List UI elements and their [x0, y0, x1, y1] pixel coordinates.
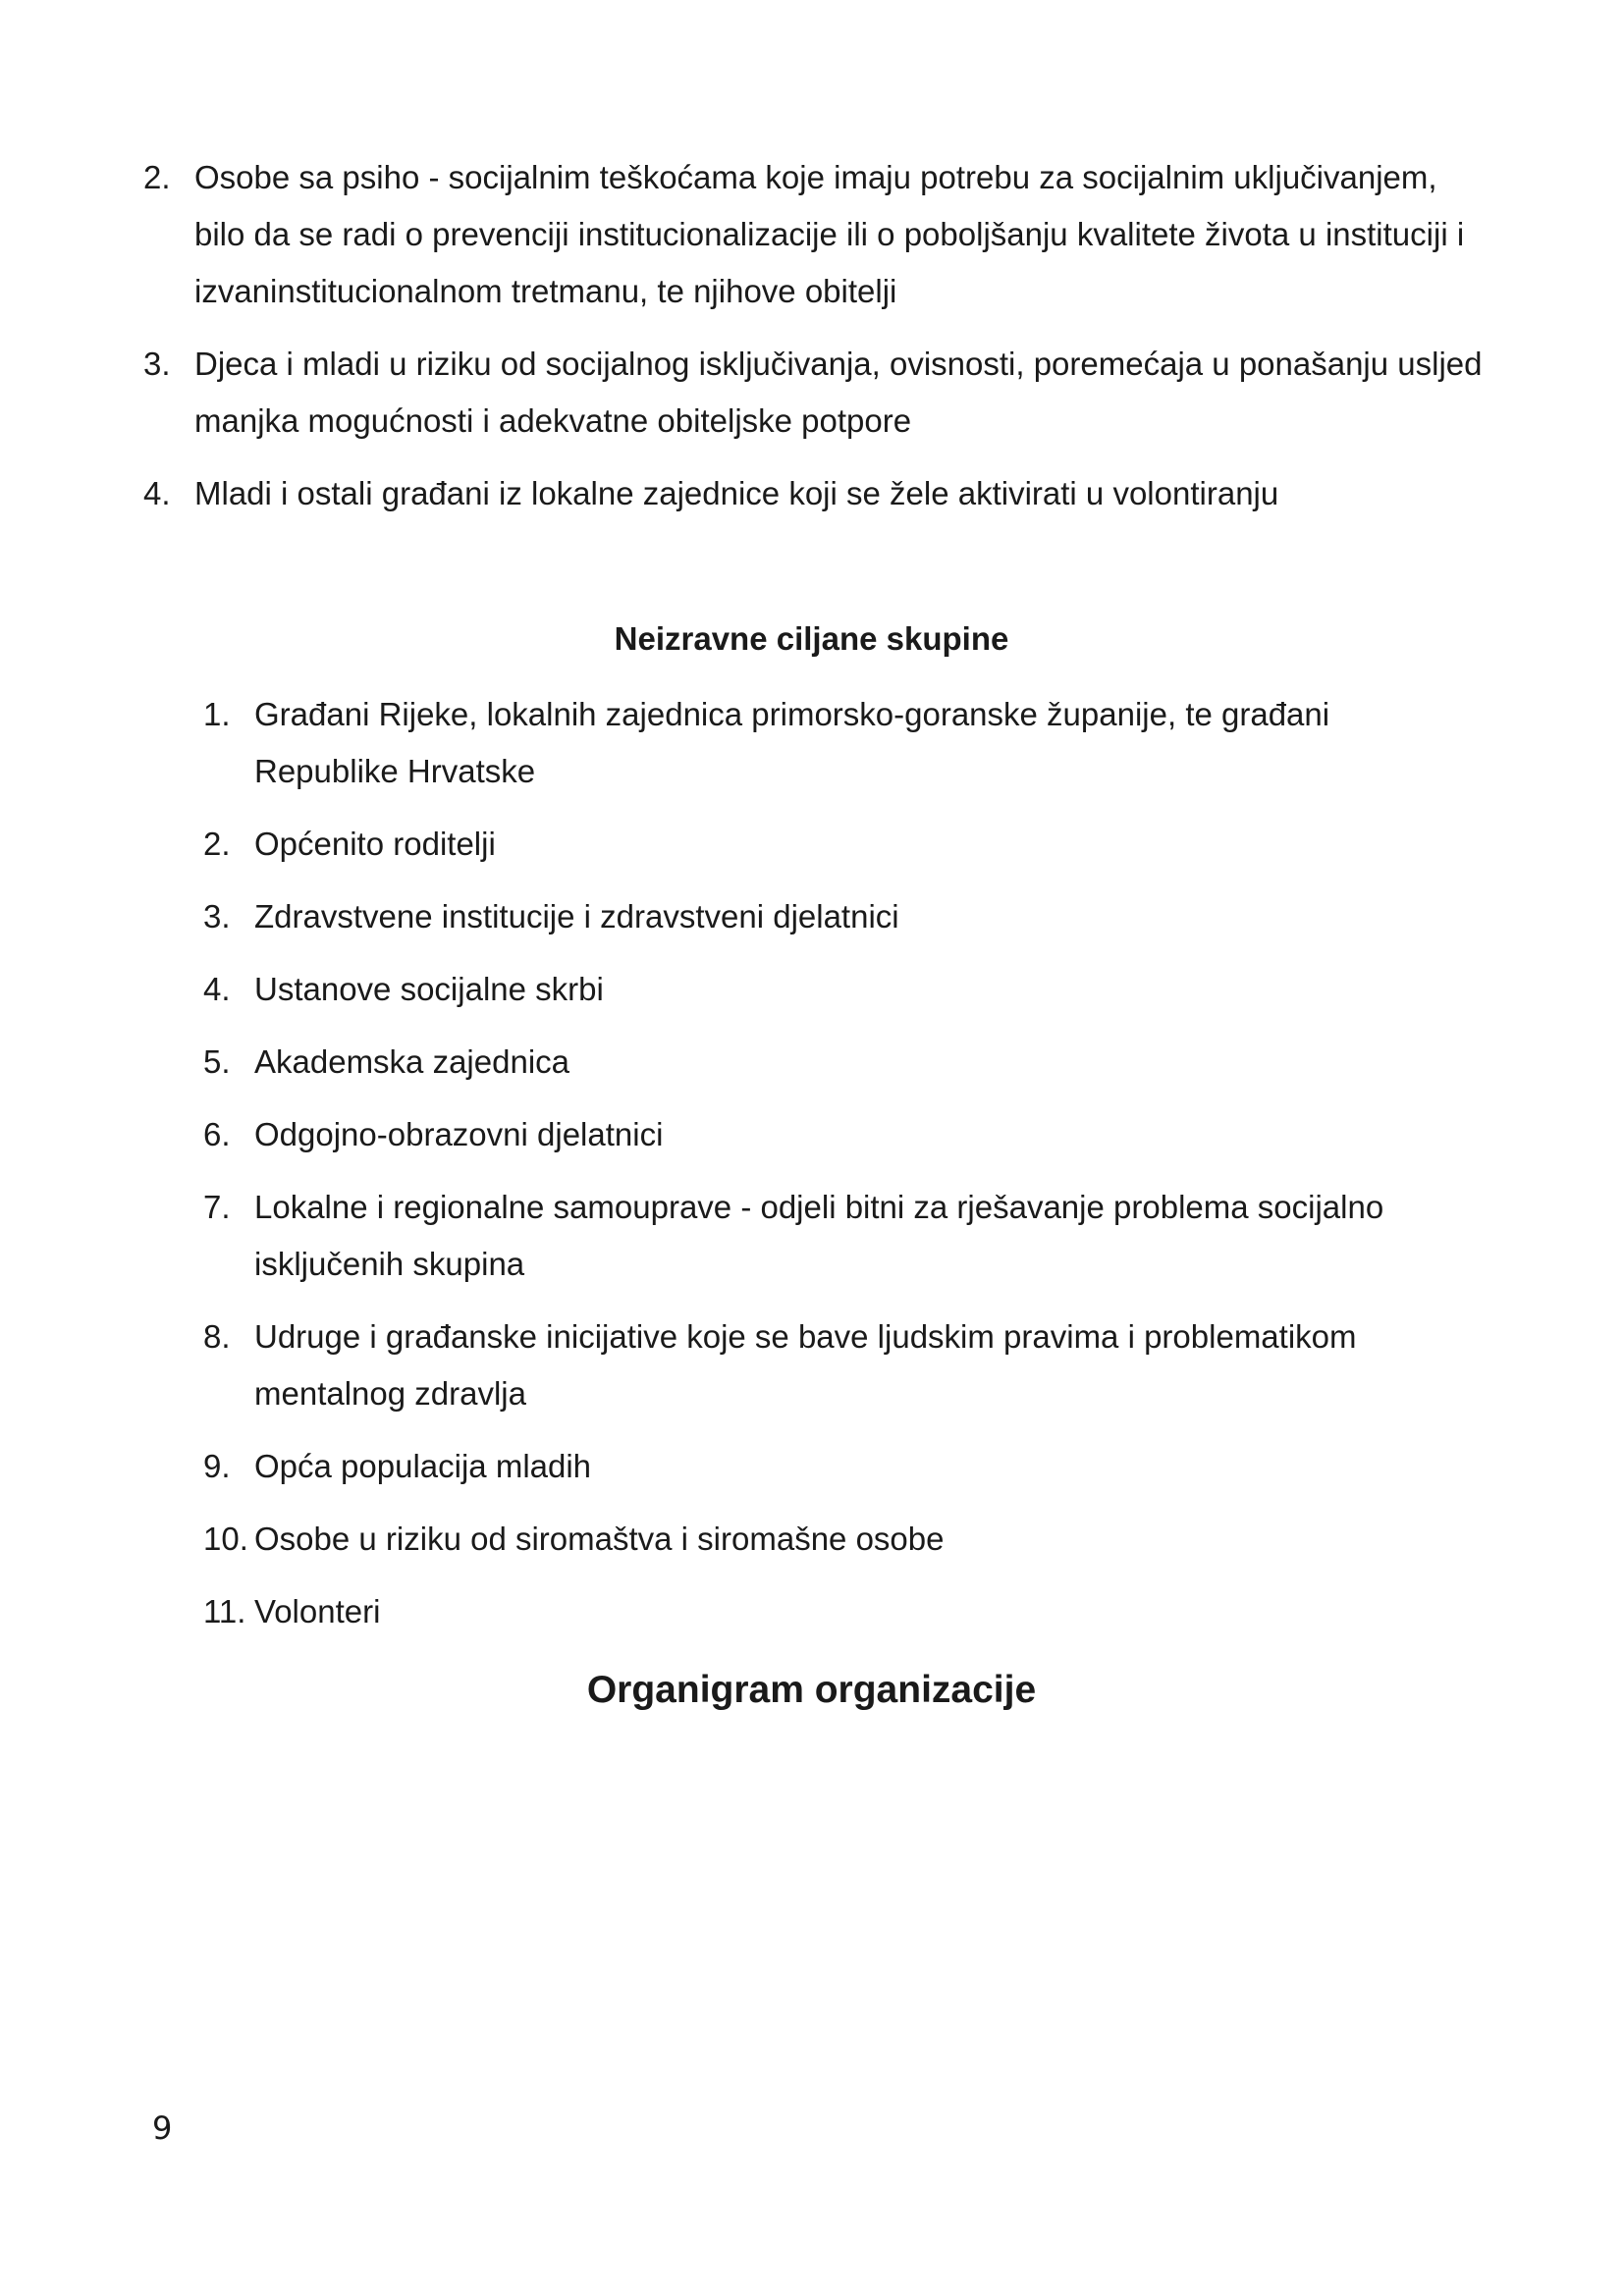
indirect-target-groups-list: [203, 686, 1433, 1656]
list-item-number: 7.: [203, 1189, 231, 1225]
list-item-number: 10.: [203, 1521, 248, 1557]
list-item: [203, 1438, 1433, 1495]
list-item: [203, 1511, 1433, 1568]
list-item-number: 2.: [203, 826, 231, 862]
list-item: [203, 1106, 1433, 1163]
list-item: [143, 149, 1490, 320]
list-item-number: 11.: [203, 1593, 246, 1629]
list-item-number: 1.: [203, 696, 231, 732]
list-item: [203, 1308, 1433, 1422]
list-item: [203, 816, 1433, 873]
list-item: [143, 336, 1490, 450]
list-item-text: Odgojno-obrazovni djelatnici: [254, 1116, 664, 1152]
list-item-number: 4.: [143, 475, 171, 511]
list-item-number: 6.: [203, 1116, 231, 1152]
list-item-text: Djeca i mladi u riziku od socijalnog isključivanja, ovisnosti, poremećaja u ponašanju usljed manjka mogućnosti i adekvatne obiteljske potpore: [194, 346, 1483, 439]
list-item-number: 3.: [143, 346, 171, 382]
list-item-text: Akademska zajednica: [254, 1043, 570, 1080]
list-item-text: Mladi i ostali građani iz lokalne zajednice koji se žele aktivirati u volontiranju: [194, 475, 1279, 511]
list-item-number: 2.: [143, 159, 171, 195]
list-item: [203, 961, 1433, 1018]
direct-target-groups-list: [143, 149, 1490, 538]
list-item-text: Zdravstvene institucije i zdravstveni djelatnici: [254, 898, 899, 934]
list-item: [143, 465, 1490, 522]
list-item-number: 8.: [203, 1318, 231, 1355]
list-item-number: 4.: [203, 971, 231, 1007]
page-number: 9: [152, 2109, 173, 2147]
list-item: [203, 888, 1433, 945]
list-item-number: 9.: [203, 1448, 231, 1484]
list-item-text: Osobe u riziku od siromaštva i siromašne osobe: [254, 1521, 945, 1557]
list-item-text: Općenito roditelji: [254, 826, 496, 862]
list-item: [203, 1034, 1433, 1091]
list-item-text: Opća populacija mladih: [254, 1448, 592, 1484]
list-item-text: Ustanove socijalne skrbi: [254, 971, 604, 1007]
list-item-text: Volonteri: [254, 1593, 381, 1629]
organigram-heading: Organigram organizacije: [586, 1669, 1037, 1711]
indirect-groups-heading: Neizravne ciljane skupine: [614, 620, 1009, 657]
list-item-number: 5.: [203, 1043, 231, 1080]
list-item: [203, 686, 1433, 800]
list-item-text: Osobe sa psiho - socijalnim teškoćama koje imaju potrebu za socijalnim uključivanjem, bilo da se radi o prevenciji institucionalizacije ili o poboljšanju kvalitete života u instituciji i izvaninstitucionalnom tretmanu, te njihove obitelji: [194, 159, 1465, 309]
list-item-number: 3.: [203, 898, 231, 934]
list-item-text: Građani Rijeke, lokalnih zajednica primorsko-goranske županije, te građani Republike Hrvatske: [254, 696, 1330, 789]
list-item-text: Lokalne i regionalne samouprave - odjeli bitni za rješavanje problema socijalno isključenih skupina: [254, 1189, 1384, 1282]
list-item-text: Udruge i građanske inicijative koje se bave ljudskim pravima i problematikom mentalnog zdravlja: [254, 1318, 1357, 1412]
list-item: [203, 1179, 1433, 1293]
list-item: [203, 1583, 1433, 1640]
